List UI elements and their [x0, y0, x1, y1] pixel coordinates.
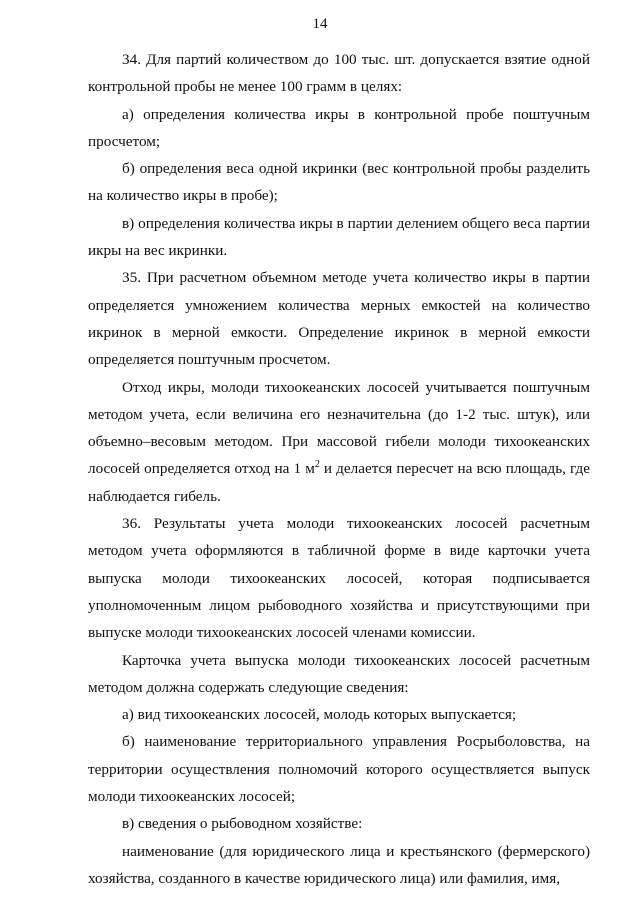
paragraph-kartochka-v: в) сведения о рыбоводном хозяйстве: [122, 815, 363, 833]
paragraph-35: 35. При расчетном объемном методе учета количество икры в партии определяется умножением количества мерных емкостей на количество икринок в мерной емкости. Определение икринок в мерной емкости определяется поштучным просчетом. [88, 269, 590, 369]
paragraph-kartochka-b: б) наименование территориального управления Росрыболовства, на территории осуществления полномочий которого осуществляется выпуск молоди тихоокеанских лососей; [88, 733, 590, 806]
paragraph-naimenovanie: наименование (для юридического лица и крестьянского (фермерского) хозяйства, созданного в качестве юридического лица) или фамилия, имя, [88, 842, 590, 887]
page-number: 14 [312, 16, 328, 32]
paragraph-34-b: б) определения веса одной икринки (вес контрольной пробы разделить на количество икры в пробе); [88, 160, 590, 205]
paragraph-36: 36. Результаты учета молоди тихоокеанских лососей расчетным методом учета оформляются в табличной форме в виде карточки учета выпуска молоди тихоокеанских лососей, которая подписывается уполномоченным лицом рыбоводного хозяйства и присутствующими при выпуске молоди тихоокеанских лососей членами комиссии. [88, 515, 590, 642]
paragraph-34-a: а) определения количества икры в контрольной пробе поштучным просчетом; [88, 105, 590, 150]
paragraph-kartochka: Карточка учета выпуска молоди тихоокеанских лососей расчетным методом должна содержать следующие сведения: [88, 651, 590, 696]
paragraph-kartochka-a: а) вид тихоокеанских лососей, молодь которых выпускается; [122, 706, 517, 724]
paragraph-34-v: в) определения количества икры в партии делением общего веса партии икры на вес икринки. [88, 214, 590, 260]
square-meter-superscript: 2 [314, 459, 320, 471]
paragraph-otkhod-text-before: Отход икры, молоди тихоокеанских лососей учитывается поштучным методом учета, если величина его незначительна (до 1-2 тыс. штук), или объемно–весовым методом. При массовой гибели молоди тихоокеанских лососей определяется отход на 1 м [88, 378, 590, 478]
document-body [88, 46, 590, 892]
paragraph-otkhod-text-after: и делается пересчет на всю площадь, где наблюдается гибель. [88, 460, 591, 505]
paragraph-otkhod [88, 374, 590, 510]
paragraph-34: 34. Для партий количеством до 100 тыс. шт. допускается взятие одной контрольной пробы не менее 100 грамм в целях: [88, 51, 590, 96]
